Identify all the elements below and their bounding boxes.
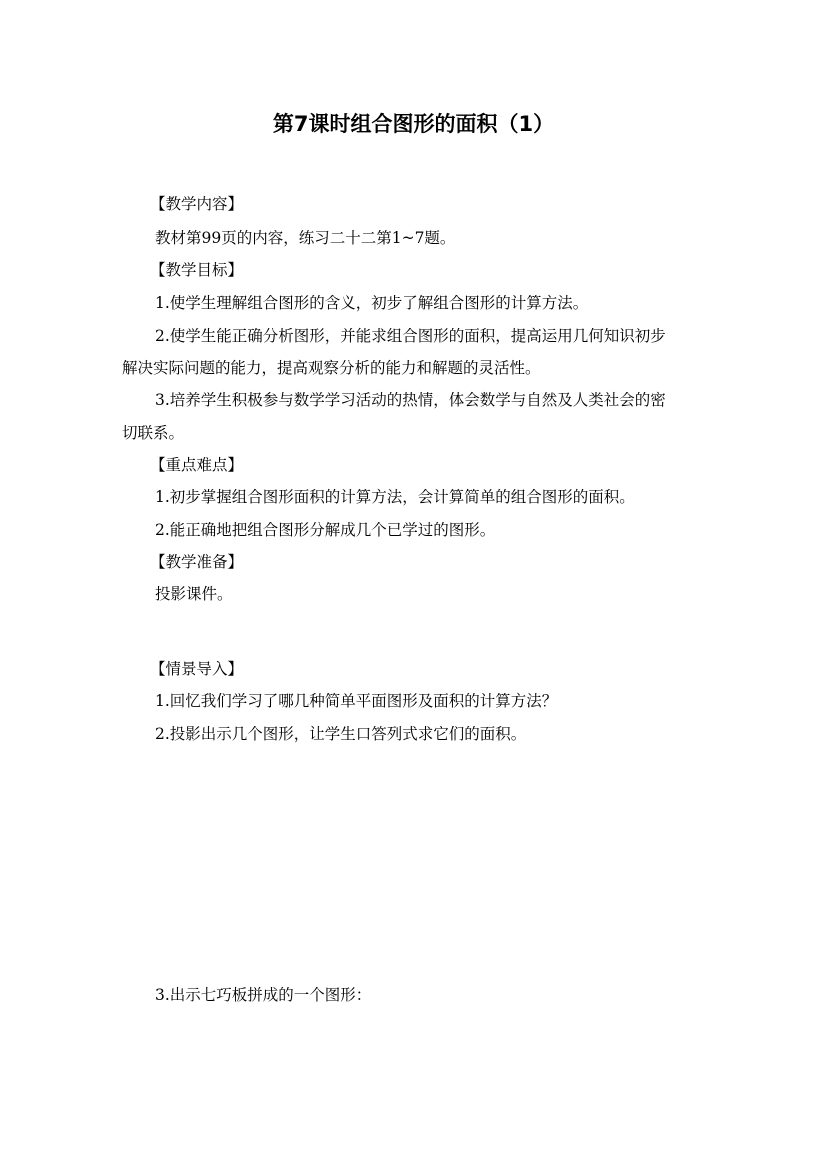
- key-point-2: 2.能正确地把组合图形分解成几个已学过的图形。: [155, 521, 496, 539]
- goal-item-2-line-1: 2.使学生能正确分析图形，并能求组合图形的面积，提高运用几何知识初步: [155, 327, 666, 345]
- key-point-1: 1.初步掌握组合图形面积的计算方法，会计算简单的组合图形的面积。: [155, 488, 635, 506]
- intro-item-1: 1.回忆我们学习了哪几种简单平面图形及面积的计算方法？: [155, 692, 558, 710]
- goal-item-1: 1.使学生理解组合图形的含义，初步了解组合图形的计算方法。: [155, 294, 589, 312]
- section-heading-content: 【教学内容】: [150, 195, 244, 213]
- goal-item-3-line-1: 3.培养学生积极参与数学学习活动的热情，体会数学与自然及人类社会的密: [155, 391, 666, 409]
- content-text: 教材第99页的内容，练习二十二第1~7题。: [155, 229, 456, 247]
- preparation-text: 投影课件。: [155, 585, 233, 603]
- goal-item-3-line-2: 切联系。: [122, 424, 185, 442]
- section-heading-goals: 【教学目标】: [150, 261, 244, 279]
- section-heading-preparation: 【教学准备】: [150, 553, 244, 571]
- page-title: 第7课时组合图形的面积（1）: [272, 112, 555, 136]
- section-heading-introduction: 【情景导入】: [150, 660, 244, 678]
- goal-item-2-line-2: 解决实际问题的能力，提高观察分析的能力和解题的灵活性。: [122, 359, 541, 377]
- intro-item-2: 2.投影出示几个图形，让学生口答列式求它们的面积。: [155, 725, 527, 743]
- intro-item-3: 3.出示七巧板拼成的一个图形：: [155, 986, 372, 1004]
- section-heading-key-points: 【重点难点】: [150, 456, 244, 474]
